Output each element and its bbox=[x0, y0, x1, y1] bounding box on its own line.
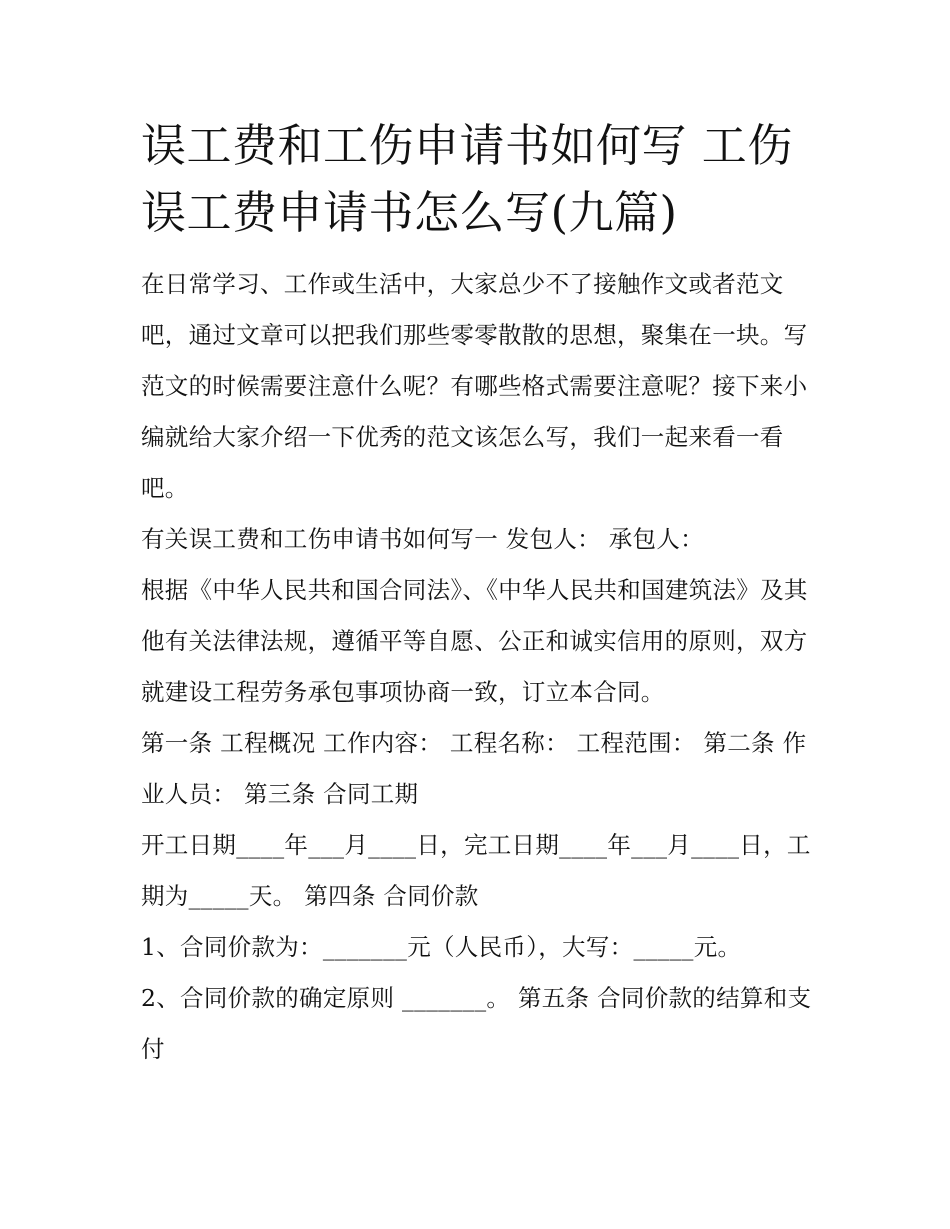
articles-paragraph: 第一条 工程概况 工作内容： 工程名称： 工程范围： 第二条 作业人员： 第三条 合同工期 bbox=[141, 729, 807, 808]
pricing-principle-paragraph: 2、合同价款的确定原则 _______。 第五条 合同价款的结算和支付 bbox=[141, 984, 812, 1063]
document-body bbox=[141, 112, 821, 1075]
price-paragraph: 1、合同价款为：_______元（人民币），大写：_____元。 bbox=[141, 933, 742, 961]
legal-basis-paragraph: 根据《中华人民共和国合同法》、《中华人民共和国建筑法》及其他有关法律法规，遵循平等自愿、公正和诚实信用的原则，双方就建设工程劳务承包事项协商一致，订立本合同。 bbox=[141, 576, 808, 706]
schedule-paragraph: 开工日期____年___月____日，完工日期____年___月____日，工期为_____天。 第四条 合同价款 bbox=[141, 831, 811, 910]
section-heading-paragraph: 有关误工费和工伤申请书如何写一 发包人： 承包人： bbox=[141, 525, 704, 553]
intro-paragraph: 在日常学习、工作或生活中，大家总少不了接触作文或者范文吧，通过文章可以把我们那些零零散散的思想，聚集在一块。写范文的时候需要注意什么呢？有哪些格式需要注意呢？接下来小编就给大家介绍一下优秀的范文该怎么写，我们一起来看一看吧。 bbox=[141, 270, 808, 502]
document-title: 误工费和工伤申请书如何写 工伤误工费申请书怎么写(九篇) bbox=[141, 119, 793, 239]
